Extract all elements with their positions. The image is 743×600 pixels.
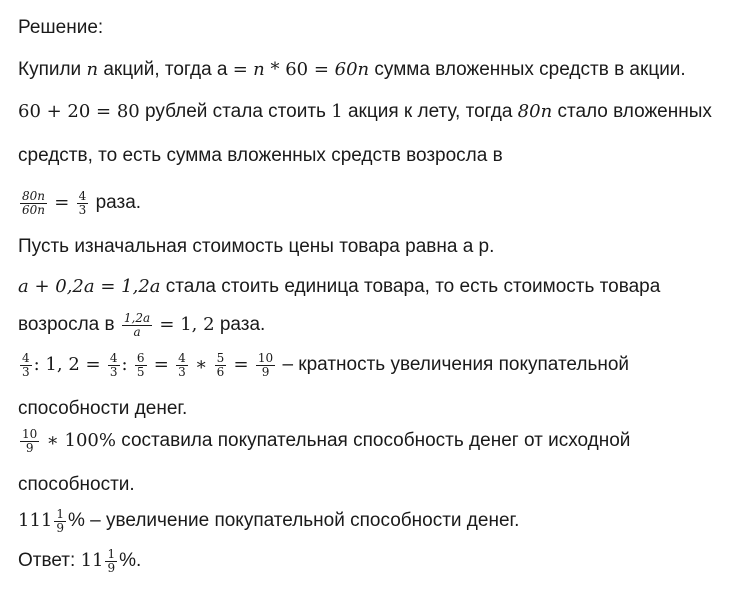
line-percentage xyxy=(18,428,630,454)
fraction xyxy=(108,352,120,378)
denominator: 9 xyxy=(261,364,270,379)
line-ability-end xyxy=(18,474,135,496)
fraction xyxy=(77,190,89,216)
text: – кратность увеличения покупательной xyxy=(277,354,630,376)
math-op: = xyxy=(233,354,249,376)
math-expr: * 60 = xyxy=(264,59,335,80)
numerator: 4 xyxy=(78,189,87,203)
denominator: 60n xyxy=(22,202,45,217)
numerator: 10 xyxy=(257,351,274,365)
answer-label: Ответ: xyxy=(18,550,81,572)
text: Купили xyxy=(18,59,87,80)
fraction xyxy=(256,352,275,378)
fraction xyxy=(215,352,227,378)
solution-heading xyxy=(18,17,103,39)
fraction xyxy=(105,548,117,574)
text: рублей стала стоить xyxy=(139,101,332,122)
text: способности. xyxy=(18,474,135,495)
math-expr: 60n xyxy=(334,59,370,80)
line-multiplicity xyxy=(18,352,629,378)
text: Пусть изначальная стоимость цены товара равна а р. xyxy=(18,236,495,257)
numerator: 4 xyxy=(109,351,118,365)
numerator: 4 xyxy=(178,351,186,365)
numerator: 1 xyxy=(107,547,116,561)
fraction xyxy=(54,508,66,534)
math-var: n xyxy=(86,59,99,80)
mixed-whole: 111 xyxy=(18,510,53,532)
denominator: a xyxy=(133,324,141,339)
line-initial-price xyxy=(18,236,494,258)
line-new-price xyxy=(18,276,660,298)
math-op: ∗ xyxy=(195,354,208,376)
text: раза. xyxy=(90,192,142,214)
numerator: 1,2a xyxy=(123,311,151,325)
numerator: 1 xyxy=(56,507,64,521)
numerator: 4 xyxy=(22,351,30,365)
text: сумма вложенных средств в акции. xyxy=(369,59,686,80)
math-expr: ∗ 100% xyxy=(46,430,116,452)
line-sum-increased xyxy=(18,145,503,167)
denominator: 3 xyxy=(109,364,118,379)
numerator: 5 xyxy=(216,351,225,365)
math-expr: 80n xyxy=(517,101,553,122)
numerator: 80n xyxy=(22,189,45,203)
fraction xyxy=(122,312,152,338)
math-op: : xyxy=(121,354,128,376)
fraction xyxy=(20,190,47,216)
math-expr: 60 + 20 = 80 xyxy=(18,101,140,122)
text: способности денег. xyxy=(18,398,188,419)
math-expr: 1 xyxy=(331,101,343,122)
text: возросла в xyxy=(18,314,120,336)
math-op: = xyxy=(232,59,248,80)
mixed-whole: 11 xyxy=(80,550,104,572)
denominator: 9 xyxy=(107,560,116,575)
math-expr: = 1, 2 xyxy=(159,314,215,336)
math-expr: a + 0,2a = 1,2a xyxy=(18,276,161,297)
fraction xyxy=(20,428,39,454)
numerator: 10 xyxy=(22,427,38,441)
line-shares-bought xyxy=(18,59,686,81)
denominator: 6 xyxy=(216,364,225,379)
numerator: 6 xyxy=(136,351,145,365)
math-expr: : 1, 2 = xyxy=(33,354,101,376)
denominator: 5 xyxy=(136,364,145,379)
denominator: 9 xyxy=(56,520,64,535)
text: %. xyxy=(119,550,142,572)
text: раза. xyxy=(214,314,266,336)
text: акций, тогда а xyxy=(98,59,233,80)
line-ratio-shares xyxy=(18,190,141,216)
text: стало вложенных xyxy=(552,101,712,122)
text: стала стоить единица товара, то есть стоимость товара xyxy=(160,276,661,297)
line-price-increase xyxy=(18,101,712,123)
line-increase xyxy=(18,508,519,534)
fraction xyxy=(20,352,32,378)
answer-line xyxy=(18,548,141,574)
math-op: = xyxy=(54,192,70,214)
text: % – увеличение покупательной способности денег. xyxy=(68,510,520,532)
math-var: n xyxy=(253,59,265,80)
text: составила покупательная способность денег от исходной xyxy=(115,430,631,452)
denominator: 9 xyxy=(25,440,34,455)
text: средств, то есть сумма вложенных средств возросла в xyxy=(18,145,503,166)
text: акция к лету, тогда xyxy=(342,101,518,122)
math-op: = xyxy=(153,354,169,376)
denominator: 3 xyxy=(22,364,30,379)
line-money-ability xyxy=(18,398,187,420)
heading-text: Решение: xyxy=(18,17,104,38)
denominator: 3 xyxy=(178,364,186,379)
fraction xyxy=(176,352,188,378)
fraction xyxy=(135,352,147,378)
denominator: 3 xyxy=(78,202,87,217)
line-price-ratio xyxy=(18,312,265,338)
